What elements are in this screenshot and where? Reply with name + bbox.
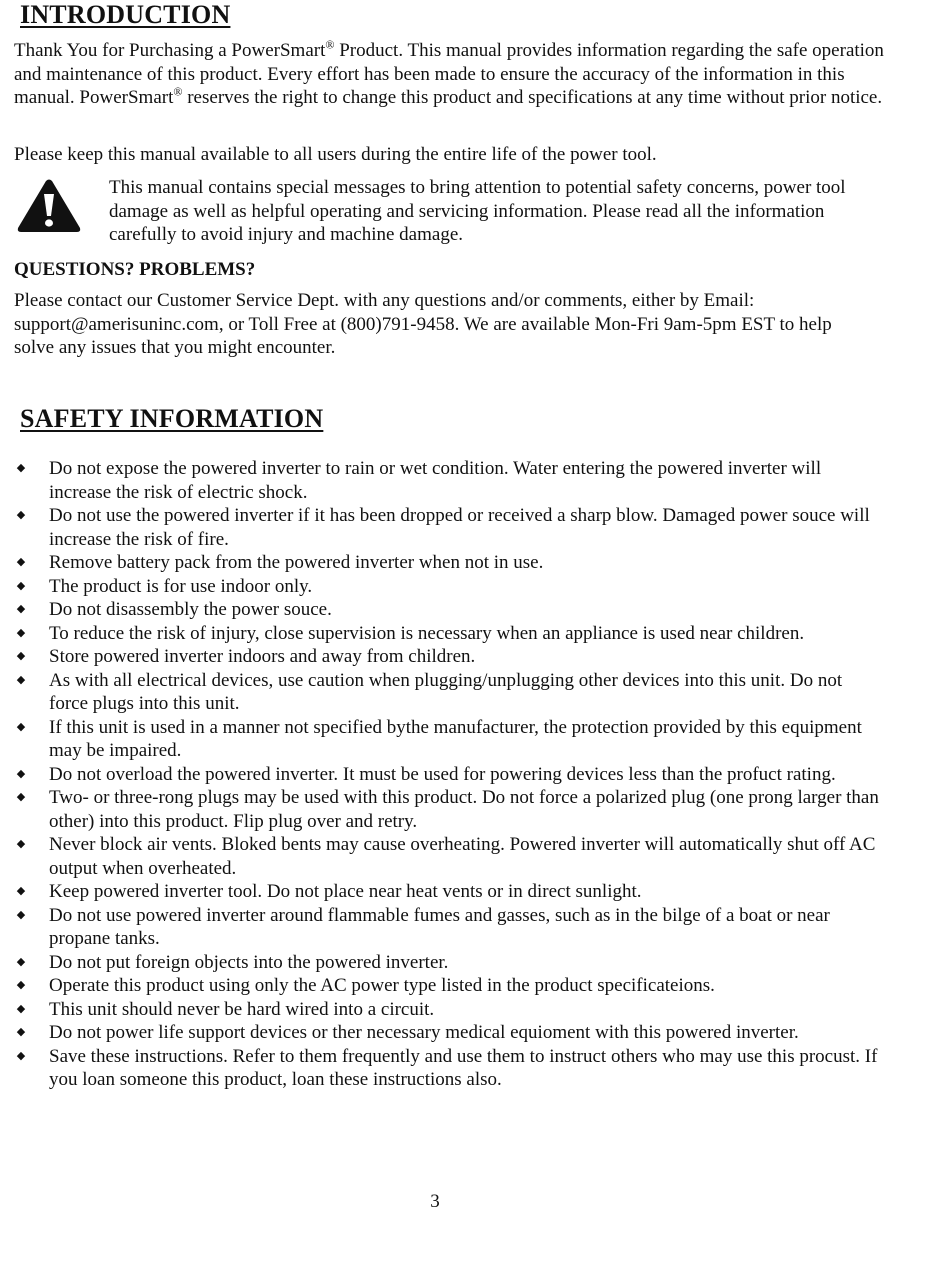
diamond-bullet-icon: ◆ [16,720,26,733]
safety-item-text: Two- or three-rong plugs may be used with this product. Do not force a polarized plug (one prong larger than other) into this product. Flip plug over and retry. [49,787,879,832]
safety-list-item [14,904,884,951]
diamond-bullet-icon: ◆ [16,626,26,639]
safety-list-item [14,998,884,1022]
safety-list-item [14,716,884,763]
safety-list-item [14,598,884,622]
safety-item-text: Store powered inverter indoors and away from children. [49,646,476,667]
questions-heading: QUESTIONS? PROBLEMS? [14,259,256,280]
warning-notice [14,176,894,248]
safety-item-text: If this unit is used in a manner not specified bythe manufacturer, the protection provided by this equipment may be impaired. [49,716,862,761]
safety-list-item [14,1045,884,1092]
safety-item-text: Do not expose the powered inverter to rain or wet condition. Water entering the powered inverter will increase the risk of electric shock. [49,458,822,503]
diamond-bullet-icon: ◆ [16,603,26,615]
safety-list-item [14,504,884,551]
safety-item-text: Do not overload the powered inverter. It must be used for powering devices less than the profuct rating. [49,763,836,785]
safety-list-item [14,951,884,975]
diamond-bullet-icon: ◆ [16,556,26,568]
diamond-bullet-icon: ◆ [16,1002,26,1015]
safety-list-item [14,833,884,880]
safety-item-text: Do not put foreign objects into the powered inverter. [49,951,449,973]
registered-mark: ® [325,37,335,52]
safety-item-text: Remove battery pack from the powered inverter when not in use. [49,552,544,573]
contact-paragraph: Please contact our Customer Service Dept. with any questions and/or comments, either by Email: support@amerisuninc.com, or Toll Free at (800)791-9458. We are available Mon-Fri 9am-5pm EST to help solve any issues that you might encounter. [14,290,832,358]
safety-information-heading: SAFETY INFORMATION [20,404,324,433]
diamond-bullet-icon: ◆ [16,791,26,803]
diamond-bullet-icon: ◆ [16,955,26,968]
safety-item-text: This unit should never be hard wired into a circuit. [49,998,435,1020]
intro-text-part-1: Thank You for Purchasing a PowerSmart [14,40,326,61]
safety-item-text: Do not power life support devices or ther necessary medical equioment with this powered inverter. [49,1022,799,1043]
safety-item-text: As with all electrical devices, use caution when plugging/unplugging other devices into this unit. Do not force plugs into this unit. [49,669,843,714]
safety-item-text: Never block air vents. Bloked bents may cause overheating. Powered inverter will automatically shut off AC output when overheated. [49,834,876,879]
safety-list-item [14,575,884,599]
page-number: 3 [430,1191,440,1212]
safety-list-item [14,645,884,669]
safety-list-item [14,786,884,833]
diamond-bullet-icon: ◆ [16,1026,26,1038]
intro-paragraph [14,39,884,110]
diamond-bullet-icon: ◆ [16,673,26,686]
diamond-bullet-icon: ◆ [16,767,26,780]
safety-item-text: Do not disassembly the power souce. [49,599,332,620]
safety-item-text: Operate this product using only the AC power type listed in the product specificateions. [49,975,715,996]
safety-list [14,457,884,1092]
safety-list-item [14,1021,884,1045]
warning-triangle-icon [16,178,82,234]
safety-list-item [14,457,884,504]
diamond-bullet-icon: ◆ [16,509,26,521]
diamond-bullet-icon: ◆ [16,579,26,592]
safety-list-item [14,669,884,716]
safety-item-text: To reduce the risk of injury, close supervision is necessary when an appliance is used near children. [49,622,805,644]
safety-item-text: Do not use the powered inverter if it has been dropped or received a sharp blow. Damaged power souce will increase the risk of fire. [49,505,870,550]
registered-mark: ® [173,84,183,99]
safety-list-item [14,974,884,998]
warning-text: This manual contains special messages to bring attention to potential safety concerns, power tool damage as well as helpful operating and servicing information. Please read all the information carefully to avoid injury and machine damage. [109,177,846,245]
safety-list-item [14,880,884,904]
diamond-bullet-icon: ◆ [16,1049,26,1062]
keep-manual-paragraph: Please keep this manual available to all users during the entire life of the power tool. [14,144,657,165]
safety-item-text: The product is for use indoor only. [49,575,313,597]
safety-item-text: Keep powered inverter tool. Do not place near heat vents or in direct sunlight. [49,881,642,902]
intro-text-part-3: reserves the right to change this product and specifications at any time without prior notice. [182,87,883,108]
safety-list-item [14,763,884,787]
introduction-heading: INTRODUCTION [20,0,231,29]
diamond-bullet-icon: ◆ [16,979,26,991]
safety-item-text: Save these instructions. Refer to them frequently and use them to instruct others who may use this procust. If you loan someone this product, loan these instructions also. [49,1045,878,1090]
diamond-bullet-icon: ◆ [16,838,26,850]
diamond-bullet-icon: ◆ [16,908,26,921]
intro-text-part-2: Product. This manual provides information regarding the safe operation and maintenance of this product. Every effort has been made to ensure the accuracy of the information in this manual. PowerSmart [14,40,884,108]
diamond-bullet-icon: ◆ [16,650,26,662]
safety-list-item [14,622,884,646]
diamond-bullet-icon: ◆ [16,462,26,474]
diamond-bullet-icon: ◆ [16,885,26,897]
safety-item-text: Do not use powered inverter around flammable fumes and gasses, such as in the bilge of a boat or near propane tanks. [49,904,830,949]
safety-list-item [14,551,884,575]
